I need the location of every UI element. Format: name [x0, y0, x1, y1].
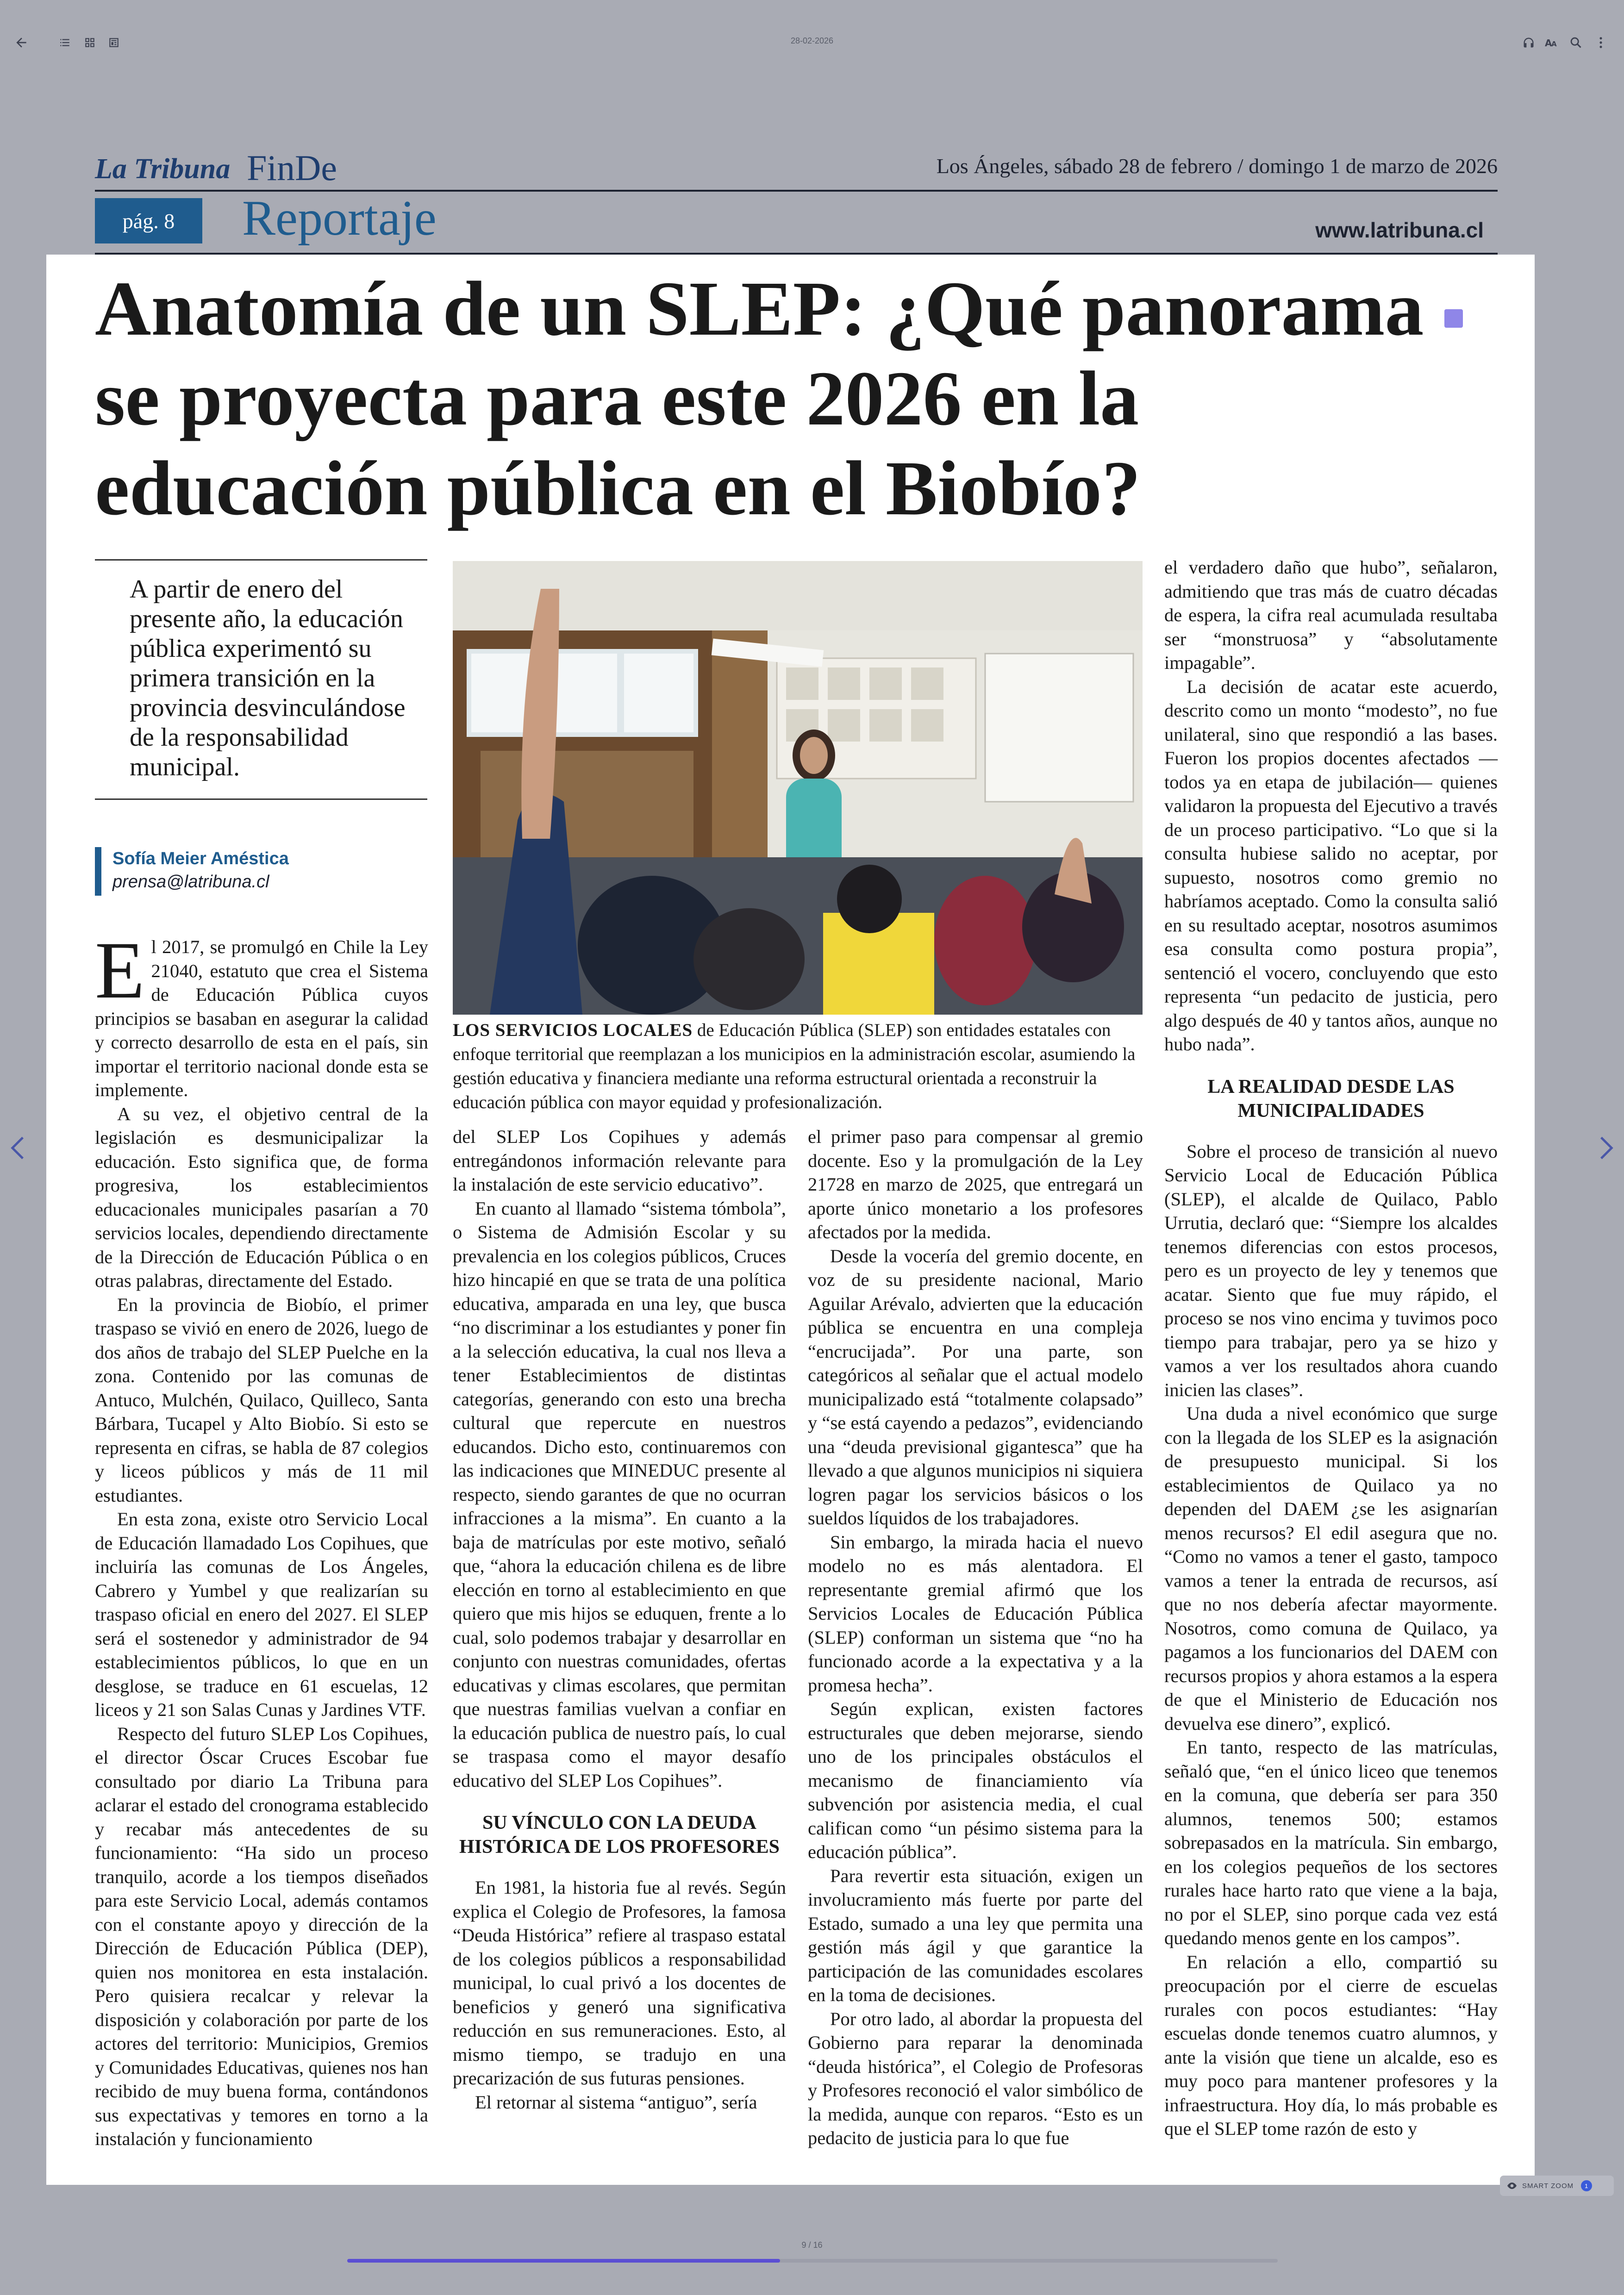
paragraph: Respecto del futuro SLEP Los Copihues, el director Óscar Cruces Escobar fue consultado por diario La Tribuna para aclarar el estado del cronograma establecido y recabar más antecedentes de su funcionamiento: “Ha sido un proceso tranquilo, acorde a los tiempos diseñados para este Servicio Local, además contamos con el constante apoyo y dirección de la Dirección de Educación Pública (DEP), quien nos monitorea en esta instalación. Pero quisiera recalcar y relevar la disposición y colaboración por parte de los actores del territorio: Municipios, Gremios y Comunidades Educativas, quienes nos han recibido de muy buena forma, contándonos sus expectativas y temores en torno a la instalación y funcionamiento — [95, 1723, 428, 2149]
article-column-2[interactable] — [453, 1125, 786, 2114]
next-page-icon[interactable] — [1593, 1129, 1620, 1166]
article-column-1[interactable] — [95, 925, 428, 2151]
more-options-icon[interactable] — [1591, 32, 1611, 53]
edition-name: FinDe — [247, 148, 337, 188]
drop-cap: E — [95, 925, 145, 1016]
paragraph: Por otro lado, al abordar la propuesta del Gobierno para reparar la denominada “deuda histórica”, el Colegio de Profesoras y Profesores reconoció el valor simbólico de la medida, aunque con reparos. “Esto es un pedacito de justicia para lo que fue — [808, 2008, 1143, 2148]
paragraph: del SLEP Los Copihues y además entregándonos información relevante para la instalación de este servicio educativo”. — [453, 1126, 786, 1195]
paragraph: En 1981, la historia fue al revés. Según explica el Colegio de Profesores, la famosa “Deuda Histórica” refiere al traspaso estatal de los colegios públicos a responsabilidad municipal, lo cual privó a los docentes de beneficios y generó una significativa reducción en sus remuneraciones. Esto, al mismo tiempo, se tradujo en una precarización de sus futuras pensiones. — [453, 1877, 786, 2089]
paragraph: Según explican, existen factores estructurales que deben mejorarse, siendo uno de los principales obstáculos el mecanismo de financiamiento vía subvención por asistencia media, el cual califican como “un pésimo sistema para la educación pública”. — [808, 1698, 1143, 1862]
issue-date: 28-02-2026 — [790, 36, 834, 45]
author-name: Sofía Meier Améstica — [112, 849, 289, 868]
subheading: LA REALIDAD DESDE LAS MUNICIPALIDADES — [1207, 1076, 1455, 1122]
page-progress-fill — [347, 2259, 780, 2263]
article-column-4[interactable] — [1164, 555, 1498, 2141]
article-marker-icon[interactable] — [1444, 309, 1463, 328]
subheading: SU VÍNCULO CON LA DEUDA HISTÓRICA DE LOS PROFESORES — [459, 1812, 780, 1858]
paragraph: En cuanto al llamado “sistema tómbola”, o Sistema de Admisión Escolar y su prevalencia en los colegios públicos, Cruces hizo hincapié en que se trata de una política educativa, amparada en una ley, que busca “no discriminar a los estudiantes y poner fin a la selección educativa, la cual nos lleva a tener Establecimientos de distintas categorías, generando con esto una brecha cultural que repercute en nuestros educandos. Dicho esto, continuaremos con las indicaciones que MINEDUC presente al respecto, siendo garantes de que no ocurran infracciones a la misma”. En cuanto a la baja de matrículas por este motivo, señaló que, “ahora la educación chilena es de libre elección en torno al establecimiento en que quiero que mis hijos se eduquen, frente a lo cual, solo podemos trabajar y desarrollar en conjunto con nuestras comunidades, ofertas educativas y climas escolares, que permitan que nuestras familias vuelvan a confiar en la educación publica de nuestro país, lo cual se traspasa como el mayor desafío educativo del SLEP Los Copihues”. — [453, 1197, 786, 1791]
paragraph: En relación a ello, compartió su preocupación por el cierre de escuelas rurales con pocos estudiantes: “Hay escuelas donde tenemos cuatro alumnos, y ante la visión que tiene un alcalde, eso es muy poco para mantener profesores y la infraestructura. Hoy día, lo más probable es que el SLEP tome razón de esto y — [1164, 1951, 1498, 2139]
paragraph: En esta zona, existe otro Servicio Local de Educación llamadado Los Copihues, que incluiría las comunas de Los Ángeles, Cabrero y Yumbel y que realizarían su traspaso oficial en enero del 2027. El SLEP será el sostenedor y administrador de 94 establecimientos públicos, lo que en un desglose, se traduce en 61 escuelas, 12 liceos y 21 son Salas Cunas y Jardines VTF. — [95, 1509, 428, 1720]
section-title: Reportaje — [242, 191, 437, 246]
byline — [95, 847, 289, 896]
website-url: www.latribuna.cl — [1315, 218, 1484, 242]
viewer-toolbar — [0, 0, 1624, 83]
headphones-icon[interactable] — [1518, 32, 1539, 53]
lead-box — [95, 559, 427, 800]
previous-page-icon[interactable] — [4, 1129, 31, 1166]
newspaper-logo: La Tribuna — [95, 153, 231, 185]
paragraph: En la provincia de Biobío, el primer traspaso se vivió en enero de 2026, luego de dos años de trabajo del SLEP Puelche en la zona. Contenido por las comunas de Antuco, Mulchén, Quilaco, Quilleco, Santa Bárbara, Tucapel y Alto Biobío. Si esto se representa en cifras, se habla de 87 colegios y liceos públicos y más de 11 mil estudiantes. — [95, 1294, 428, 1506]
edition-date: Los Ángeles, sábado 28 de febrero / domingo 1 de marzo de 2026 — [936, 154, 1498, 178]
article-column-3[interactable] — [808, 1125, 1143, 2150]
headline-rest: ¿Qué panorama se proyecta para este 2026 en la educación pública en el Biobío? — [95, 266, 1424, 531]
paragraph: el verdadero daño que hubo”, señalaron, admitiendo que tras más de cuatro décadas de espera, la cifra real acumulada resultaba ser “monstruosa” y “absolutamente impagable”. — [1164, 557, 1498, 673]
paragraph: El retornar al sistema “antiguo”, sería — [475, 2091, 757, 2113]
svg-text:A: A — [1545, 37, 1552, 49]
author-email: prensa@latribuna.cl — [112, 872, 269, 892]
paragraph: Sobre el proceso de transición al nuevo Servicio Local de Educación Pública (SLEP), el alcalde de Quilaco, Pablo Urrutia, declaró que: “Siempre los alcaldes tenemos diferencias con estos procesos, pero es un proyecto de ley y tenemos que acatar. Siento que fue muy rápido, el proceso se nos vino encima y tuvimos poco tiempo para trabajar, pero ya se hizo y vamos a ver los resultados ahora cuando inicien las clases”. — [1164, 1141, 1498, 1400]
eye-icon — [1506, 2182, 1518, 2190]
paragraph: La decisión de acatar este acuerdo, descrito como un monto “modesto”, no fue unilateral, sino que respondió a las bases. Fueron los propios docentes afectados —todos ya en etapa de jubilación— quienes validaron la propuesta del Ejecutivo a través de un proceso participativo. “Lo que si la consulta hubiese salido no aceptar, por supuesto, nosotros como gremio no habríamos aceptado. Como la consulta salió en su resultado aceptar, nosotros asumimos esa consulta como postura propia”, sentenció el vocero, concluyendo que esto representa “un pedacito de justicia, pero algo después de 40 y tantos años, aunque no hubo nada”. — [1164, 676, 1498, 1054]
article-headline[interactable] — [95, 264, 1461, 533]
newspaper-page[interactable] — [46, 255, 1535, 2185]
caption-lead: LOS SERVICIOS LOCALES — [453, 1020, 693, 1040]
svg-text:A: A — [1551, 40, 1557, 48]
page-progress-bar[interactable] — [347, 2259, 1278, 2263]
paragraph: A su vez, el objetivo central de la legislación es desmunicipalizar la educación. Esto significa que, de forma progresiva, los establecimientos educacionales municipales pasarían a 70 servicios locales, dependiendo directamente de la Dirección de Educación Pública o en otras palabras, directamente del Estado. — [95, 1103, 428, 1291]
page-indicator: 9 / 16 — [801, 2240, 823, 2250]
page-number-badge: pág. 8 — [95, 198, 202, 243]
headline-bold: Anatomía de un SLEP: — [95, 266, 867, 352]
caption-text: de Educación Pública (SLEP) son entidades estatales con enfoque territorial que reemplazan a los municipios en la administración escolar, asumiendo la gestión educativa y financiera mediante una reforma estructural orientada a reconstruir la educación pública con mayor equidad y profesionalización. — [453, 1020, 1136, 1112]
paragraph: Desde la vocería del gremio docente, en voz de su presidente nacional, Mario Aguilar Arévalo, advierten que la educación pública se encuentra en una compleja “encrucijada”. Por una parte, son categóricos al señalar que el actual modelo municipalizado está “totalmente colapsado” y “se está cayendo a pedazos”, evidenciando una “deuda previsional gigantesca” que ha llevado a que algunos municipios ni siquiera logren pagar los servicios básicos o los sueldos líquidos de los trabajadores. — [808, 1245, 1143, 1528]
photo-caption — [453, 1018, 1143, 1115]
paragraph: el primer paso para compensar al gremio docente. Eso y la promulgación de la Ley 21728 en marzo de 2025, que entregará un aporte único monetario a los profesores afectados por la medida. — [808, 1126, 1143, 1242]
masthead — [95, 143, 1498, 255]
paragraph: Una duda a nivel económico que surge con la llegada de los SLEP es la asignación de presupuesto municipal. Si los establecimientos de Quilaco ya no dependen del DAEM ¿se les asignarían menos recursos? El edil asegura que no. “Como no vamos a tener el gasto, tampoco vamos a tener la entrada de recursos, así que no nos debería afectar mayormente. Nosotros, como comuna de Quilaco, ya pagamos a los funcionarios del DAEM con recursos propios y ahora estamos a la espera de que el Ministerio de Educación nos devuelva ese dinero”, explicó. — [1164, 1403, 1498, 1734]
smart-zoom-count: 1 — [1581, 2180, 1592, 2191]
paragraph: l 2017, se promulgó en Chile la Ley 21040, estatuto que crea el Sistema de Educación Pública cuyos principios se basaban en asegurar la calidad y correcto desarrollo de esta en el país, sin importar el territorio nacional donde esta se implemente. — [95, 936, 428, 1100]
paragraph: Sin embargo, la mirada hacia el nuevo modelo no es más alentadora. El representante gremial afirmó que los Servicios Locales de Educación Pública (SLEP) conforman un sistema que “no ha funcionado acorde a la expectativa y a la promesa hecha”. — [808, 1531, 1143, 1696]
smart-zoom-label: SMART ZOOM — [1522, 2182, 1574, 2190]
lead-text: A partir de enero del presente año, la educación pública experimentó su primera transición en la provincia desvinculándose de la responsabilidad municipal. — [130, 575, 406, 781]
paragraph: En tanto, respecto de las matrículas, señaló que, “en el único liceo que tenemos en la comuna, que debería ser para 350 alumnos, tenemos 500; estamos sobrepasados en la matrícula. Sin embargo, en los colegios pequeños de los sectores rurales hace harto rato que viene a la baja, no por el SLEP, sino porque cada vez está quedando menos gente en los campos”. — [1164, 1737, 1498, 1948]
text-size-icon[interactable] — [1542, 32, 1562, 53]
search-icon[interactable] — [1566, 32, 1586, 53]
smart-zoom-button[interactable] — [1500, 2176, 1614, 2196]
paragraph: Para revertir esta situación, exigen un involucramiento más fuerte por parte del Estado, sumado a una ley que permita una gestión más ágil y que garantice la participación de las comunidades escolares en la toma de decisiones. — [808, 1865, 1143, 2005]
classroom-photo[interactable] — [453, 561, 1143, 1015]
